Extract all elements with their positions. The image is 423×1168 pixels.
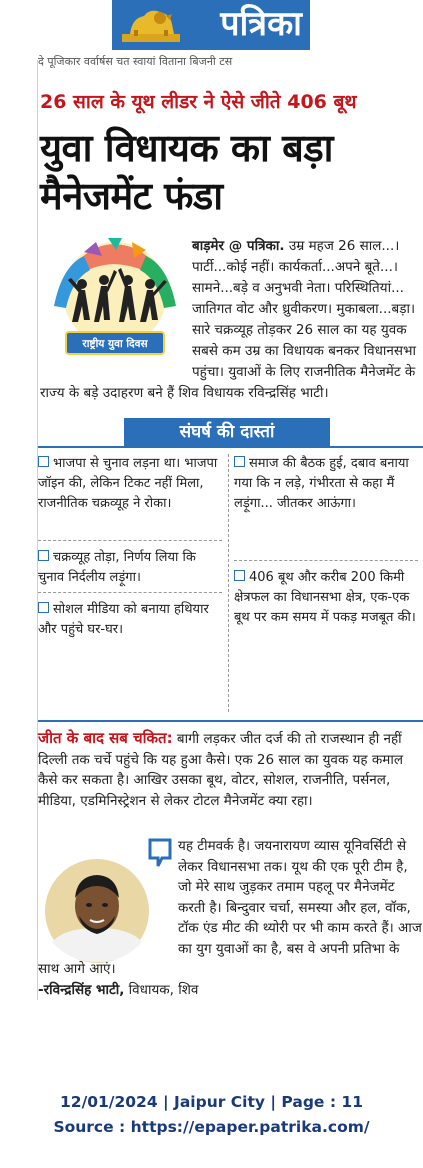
after-win-text: बागी लड़कर जीत दर्ज की तो राजस्थान ही नहीं दिल्ली तक चर्चे पहुंचे कि यह हुआ कैसे। एक 26 साल का युवक यह कमाल कैसे कर सकता है। आखिर उसका बूथ, वोटर, सोशल, राजनीति, पर्सनल, मीडिया, एडमिनिस्ट्रेशन से लेकर टोटल मैनेजमेंट क्या रहा। — [38, 731, 403, 809]
footer-source: Source : https://epaper.patrika.com/ — [53, 1118, 370, 1136]
bullet-square-icon — [38, 602, 49, 613]
struggle-item: चक्रव्यूह तोड़ा, निर्णय लिया कि चुनाव निर्दलीय लड़ूंगा। — [38, 550, 196, 585]
intro-paragraph — [40, 236, 423, 404]
after-win-paragraph — [38, 728, 423, 811]
struggle-item: समाज की बैठक हुई, दबाव बनाया गया कि न लड़े, गंभीरता से कहा मैं लड़ूंगा... जीतकर आऊंगा। — [234, 456, 409, 511]
item-separator — [38, 540, 222, 541]
column-divider — [228, 454, 229, 712]
bullet-square-icon — [234, 456, 245, 467]
image-caption: राष्ट्रीय युवा दिवस — [82, 338, 148, 350]
bullet-square-icon — [38, 550, 49, 561]
item-separator — [234, 560, 418, 561]
masthead-logo — [112, 0, 310, 50]
bullet-square-icon — [38, 456, 49, 467]
after-win-title: जीत के बाद सब चकित: — [38, 729, 173, 747]
item-separator — [38, 592, 222, 593]
quote-signature-name: -रविन्द्रसिंह भाटी, — [38, 981, 125, 998]
headline: युवा विधायक का बड़ा मैनेजमेंट फंडा — [40, 126, 334, 218]
top-cut-text: दे पूजिकार वर्वार्षस चत स्वायां विताना बिजनी टस — [38, 55, 233, 68]
dateline: बाड़मेर @ पत्रिका. — [192, 238, 285, 254]
kicker: 26 साल के यूथ लीडर ने ऐसे जीते 406 बूथ — [40, 91, 357, 113]
intro-text: उम्र महज 26 साल...। पार्टी...कोई नहीं। कार्यकर्ता...अपने बूते...। सामने...बड़े व अनुभवी नेता। परिस्थितियां... जातिगत वोट और ध्रुवीकरण। मुकाबला...बड़ा। सारे चक्रव्यूह तोड़कर 26 साल का यह युवक सबसे कम उम्र का विधायक बनकर विधानसभा पहुंचा। युवाओं के लिए राजनीतिक मैनेजमेंट के राज्य के बड़े उदाहरण बने हैं शिव विधायक रविन्द्रसिंह भाटी। — [40, 238, 416, 401]
section-divider — [38, 446, 423, 448]
quote-mark-icon — [146, 838, 174, 868]
footer-date-edition: 12/01/2024 | Jaipur City | Page : 11 — [60, 1093, 363, 1111]
quote-text: यह टीमवर्क है। जयनारायण व्यास यूनिवर्सिटी से लेकर विधानसभा तक। यूथ की एक पूरी टीम है, जो मेरे साथ जुड़कर तमाम पहलू पर मैनेजमेंट करती है। बिन्दुवार चर्चा, समस्या और हल, वॉक, टॉक एंड मीट की थ्योरी पर भी काम करते हैं। आज का युग युवाओं का है, बस वे अपनी प्रतिभा के साथ आगे आएं। — [38, 838, 422, 977]
bullet-square-icon — [234, 570, 245, 581]
struggle-item: 406 बूथ और करीब 200 किमी क्षेत्रफल का विधानसभा क्षेत्र, एक-एक बूथ पर कम समय में पकड़ मजबूत की। — [234, 570, 416, 625]
struggle-item: सोशल मीडिया को बनाया हथियार और पहुंचे घर-घर। — [38, 602, 209, 637]
lion-emblem-icon — [120, 4, 182, 46]
struggle-item: भाजपा से चुनाव लड़ना था। भाजपा जॉइन की, लेकिन टिकट नहीं मिला, राजनीतिक चक्रव्यूह ने रोका। — [38, 456, 218, 511]
struggle-section-title: संघर्ष की दास्तां — [124, 418, 330, 446]
section-divider — [38, 720, 423, 722]
quote-signature-role: विधायक, शिव — [124, 981, 199, 998]
news-clipping — [38, 55, 423, 998]
mla-portrait — [44, 858, 150, 964]
masthead-name: पत्रिका — [220, 4, 302, 44]
